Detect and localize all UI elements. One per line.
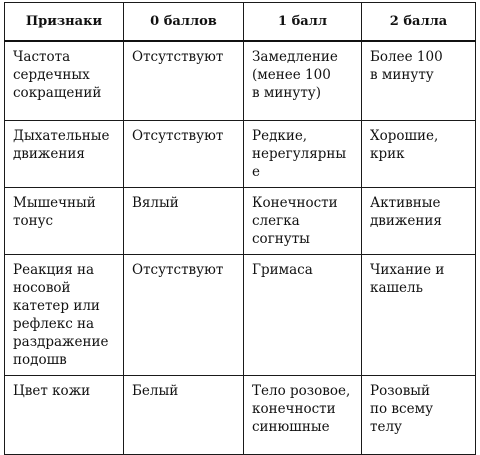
cell-sign [5, 188, 124, 255]
cell-text: Замедление (менее 100 в минуту) [252, 49, 338, 101]
cell-sign [5, 41, 124, 121]
cell-score-2 [362, 41, 476, 121]
cell-text: Реакция на носовой катетер или рефлекс на раздражение подошв [13, 262, 109, 368]
header-score-1: 1 балл [244, 3, 362, 42]
cell-text: Вялый [132, 195, 179, 211]
table-row [5, 188, 476, 255]
cell-score-1 [244, 41, 362, 121]
cell-sign [5, 255, 124, 376]
cell-sign [5, 121, 124, 188]
cell-text: Активные движения [370, 195, 442, 229]
cell-text: Хорошие, крик [370, 128, 439, 162]
table-row [5, 255, 476, 376]
cell-score-1 [244, 121, 362, 188]
cell-score-2 [362, 121, 476, 188]
cell-text: Редкие, нерегулярные [252, 128, 347, 180]
table-row [5, 376, 476, 455]
cell-score-0 [124, 41, 244, 121]
cell-score-2 [362, 376, 476, 455]
cell-text: Дыхательные движения [13, 128, 110, 162]
cell-score-0 [124, 255, 244, 376]
cell-text: Отсутствуют [132, 49, 224, 65]
scoring-table [4, 2, 476, 455]
cell-text: Чихание и кашель [370, 262, 445, 296]
cell-score-1 [244, 188, 362, 255]
cell-text: Цвет кожи [13, 383, 91, 399]
header-signs: Признаки [5, 3, 124, 42]
cell-text: Белый [132, 383, 179, 399]
cell-text: Конечности слегка согнуты [252, 195, 338, 247]
cell-score-0 [124, 121, 244, 188]
header-score-2: 2 балла [362, 3, 476, 42]
cell-text: Розовый по всему телу [370, 383, 434, 435]
cell-text: Мышечный тонус [13, 195, 96, 229]
cell-text: Частота сердечных сокращений [13, 49, 102, 101]
cell-score-1 [244, 376, 362, 455]
cell-text: Тело розовое, конечности синюшные [252, 383, 351, 435]
table-row [5, 121, 476, 188]
cell-text: Отсутствуют [132, 128, 224, 144]
table-row [5, 41, 476, 121]
cell-score-1 [244, 255, 362, 376]
cell-score-2 [362, 255, 476, 376]
cell-score-2 [362, 188, 476, 255]
cell-text: Отсутствуют [132, 262, 224, 278]
header-score-0: 0 баллов [124, 3, 244, 42]
cell-sign [5, 376, 124, 455]
table-header-row [5, 3, 476, 42]
cell-score-0 [124, 188, 244, 255]
scoring-table-container [4, 2, 475, 455]
cell-text: Гримаса [252, 262, 313, 278]
cell-score-0 [124, 376, 244, 455]
cell-text: Более 100 в минуту [370, 49, 443, 83]
